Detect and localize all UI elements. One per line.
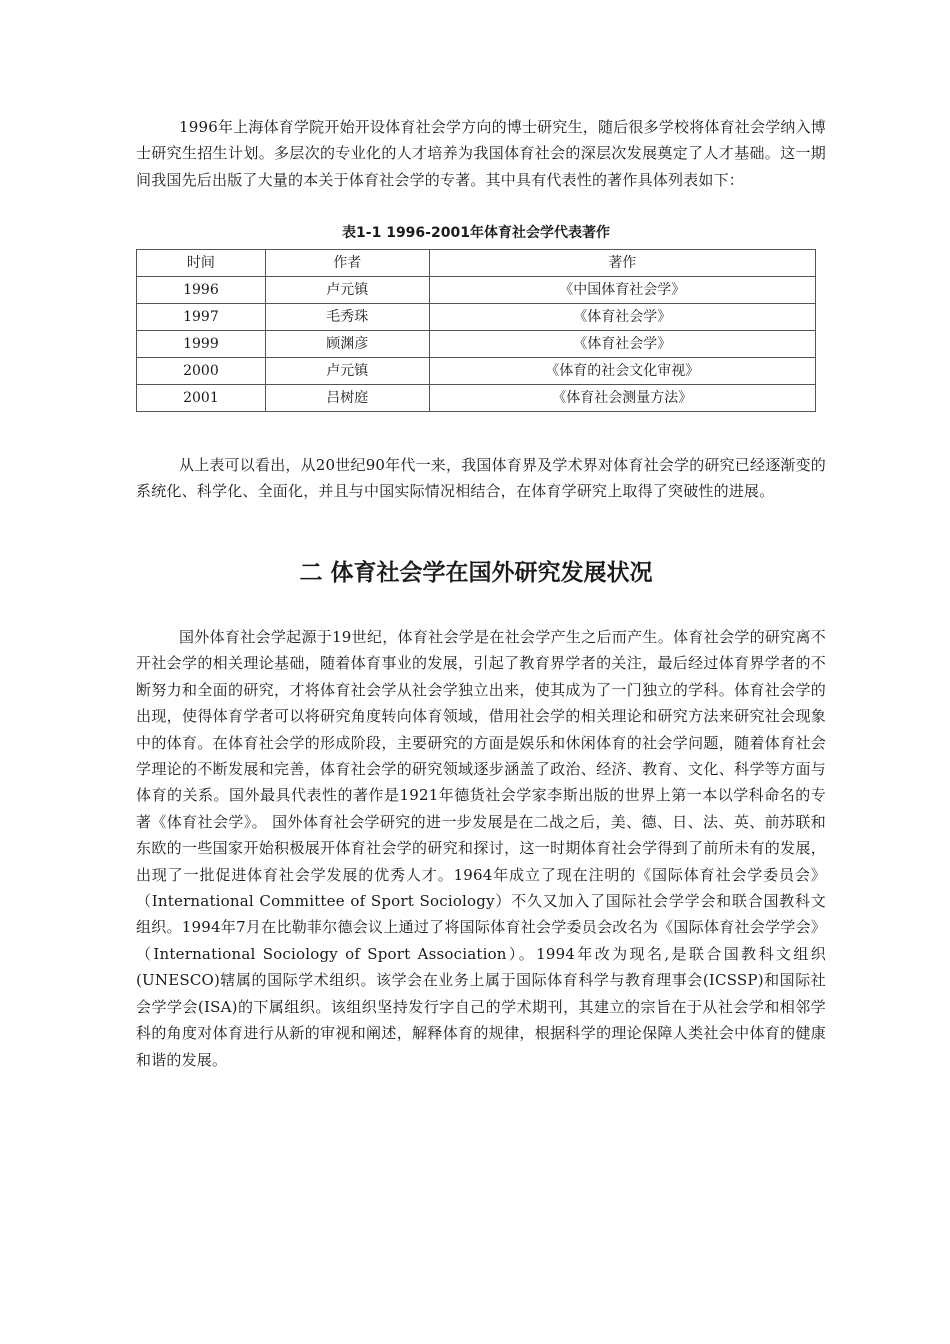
cell-year: 1997 <box>137 304 266 331</box>
header-work: 著作 <box>429 250 815 277</box>
cell-work: 《体育社会学》 <box>429 304 815 331</box>
table-row <box>137 331 816 358</box>
cell-work: 《体育的社会文化审视》 <box>429 358 815 385</box>
cell-year: 2001 <box>137 385 266 412</box>
cell-year: 1996 <box>137 277 266 304</box>
header-author: 作者 <box>265 250 429 277</box>
cell-work: 《体育社会测量方法》 <box>429 385 815 412</box>
summary-paragraph: 从上表可以看出，从20世纪90年代一来，我国体育界及学术界对体育社会学的研究已经逐渐变的系统化、科学化、全面化，并且与中国实际情况相结合，在体育学研究上取得了突破性的进展。 <box>136 456 826 501</box>
section-heading: 二 体育社会学在国外研究发展状况 <box>299 560 653 586</box>
representative-works-table <box>136 249 816 412</box>
cell-author: 吕树庭 <box>265 385 429 412</box>
table-header-row <box>137 250 816 277</box>
cell-author: 顾渊彦 <box>265 331 429 358</box>
table-row <box>137 385 816 412</box>
cell-work: 《中国体育社会学》 <box>429 277 815 304</box>
cell-author: 卢元镇 <box>265 358 429 385</box>
cell-work: 《体育社会学》 <box>429 331 815 358</box>
cell-year: 2000 <box>137 358 266 385</box>
cell-author: 卢元镇 <box>265 277 429 304</box>
intro-paragraph: 1996年上海体育学院开始开设体育社会学方向的博士研究生，随后很多学校将体育社会学纳入博士研究生招生计划。多层次的专业化的人才培养为我国体育社会的深层次发展奠定了人才基础。这一期间我国先后出版了大量的本关于体育社会学的专著。其中具有代表性的著作具体列表如下： <box>136 118 826 189</box>
cell-author: 毛秀珠 <box>265 304 429 331</box>
cell-year: 1999 <box>137 331 266 358</box>
table-row <box>137 304 816 331</box>
foreign-research-paragraph: 国外体育社会学起源于19世纪，体育社会学是在社会学产生之后而产生。体育社会学的研究离不开社会学的相关理论基础，随着体育事业的发展，引起了教育界学者的关注，最后经过体育界学者的不断努力和全面的研究，才将体育社会学从社会学独立出来，使其成为了一门独立的学科。体育社会学的出现，使得体育学者可以将研究角度转向体育领域，借用社会学的相关理论和研究方法来研究社会现象中的体育。在体育社会学的形成阶段，主要研究的方面是娱乐和休闲体育的社会学问题，随着体育社会学理论的不断发展和完善，体育社会学的研究领域逐步涵盖了政治、经济、教育、文化、科学等方面与体育的关系。国外最具代表性的著作是1921年德货社会学家李斯出版的世界上第一本以学科命名的专著《体育社会学》。 国外体育社会学研究的进一步发展是在二战之后，美、德、日、法、英、前苏联和东欧的一些国家开始积极展开体育社会学的研究和探讨，这一时期体育社会学得到了前所未有的发展，出现了一批促进体育社会学发展的优秀人才。1964年成立了现在注明的《国际体育社会学委员会》（International Committee of Sport Sociology）不久又加入了国际社会学学会和联合国教科文组织。1994年7月在比勒菲尔德会议上通过了将国际体育社会学委员会改名为《国际体育社会学学会》（International Sociology of Sport Association）。1994年改为现名,是联合国教科文组织(UNESCO)辖属的国际学术组织。该学会在业务上属于国际体育科学与教育理事会(ICSSP)和国际社会学学会(ISA)的下属组织。该组织坚持发行字自己的学术期刊，其建立的宗旨在于从社会学和相邻学科的角度对体育进行从新的审视和阐述，解释体育的规律，根据科学的理论保障人类社会中体育的健康和谐的发展。 <box>136 628 826 1069</box>
header-time: 时间 <box>137 250 266 277</box>
table-row <box>137 277 816 304</box>
table-row <box>137 358 816 385</box>
table-caption: 表1-1 1996-2001年体育社会学代表著作 <box>342 225 610 241</box>
